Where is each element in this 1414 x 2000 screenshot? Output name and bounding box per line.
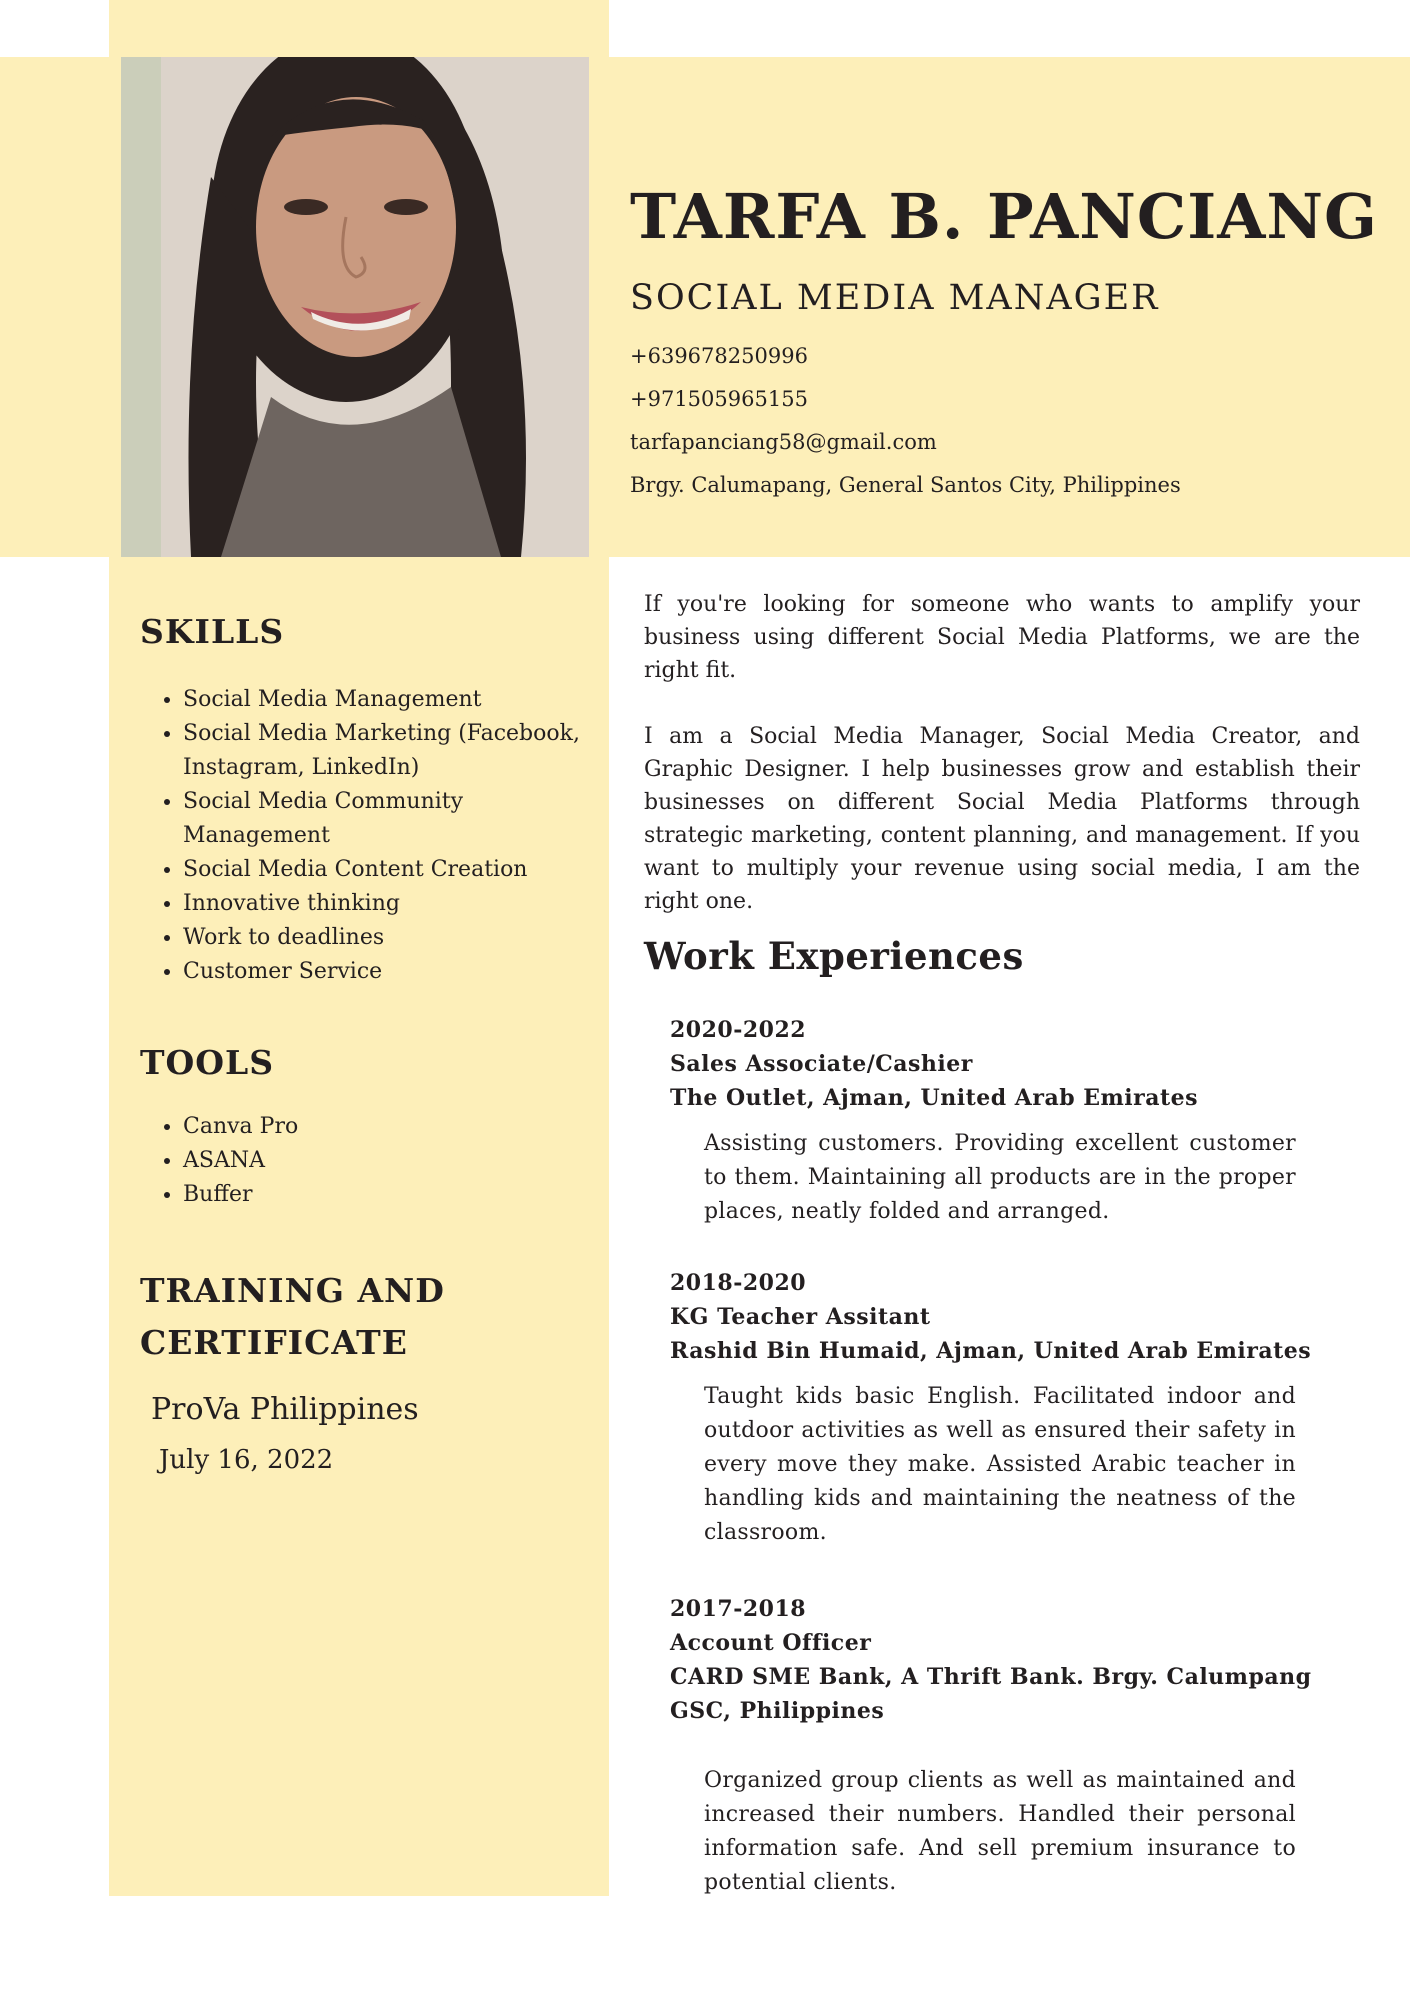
portrait-illustration [121, 57, 589, 557]
training-date: July 16, 2022 [159, 1445, 334, 1475]
list-item: • Canva Pro [183, 1110, 613, 1144]
job-position: Account Officer [670, 1630, 872, 1656]
phone-primary: +639678250996 [630, 344, 808, 368]
list-item: • Buffer [183, 1178, 613, 1212]
profile-photo [121, 57, 589, 557]
summary-paragraph: I am a Social Media Manager, Social Media Creator, and Graphic Designer. I help businesses grow and establish their businesses on different Social Media Platforms through strategic marketing, content planning, and management. If you want to multiply your revenue using social media, I am the right one. [644, 724, 1360, 914]
profile-summary [644, 588, 1360, 951]
work-heading: Work Experiences [644, 934, 1024, 978]
skills-heading: SKILLS [140, 612, 285, 651]
contact-info [630, 335, 1181, 507]
home-address: Brgy. Calumapang, General Santos City, Philippines [630, 473, 1181, 497]
phone-secondary: +971505965155 [630, 387, 808, 411]
job-company: CARD SME Bank, A Thrift Bank. Brgy. Calumpang GSC, Philippines [670, 1664, 1312, 1724]
job-years: 2020-2022 [670, 1017, 807, 1043]
job-company: The Outlet, Ajman, United Arab Emirates [670, 1085, 1199, 1111]
training-name: ProVa Philippines [151, 1392, 419, 1427]
job-description: Assisting customers. Providing excellent customer to them. Maintaining all products are in the proper places, neatly folded and arranged. [704, 1131, 1296, 1224]
job-years: 2018-2020 [670, 1270, 807, 1296]
job-years: 2017-2018 [670, 1596, 807, 1622]
job-position: Sales Associate/Cashier [670, 1051, 973, 1077]
list-item: • ASANA [183, 1144, 613, 1178]
list-item: • Innovative thinking [183, 887, 613, 921]
job-entry [670, 1266, 1340, 1550]
tools-heading: TOOLS [140, 1043, 275, 1082]
job-description: Taught kids basic English. Facilitated indoor and outdoor activities as well as ensured their safety in every move they make. Assisted Arabic teacher in handling kids and maintaining the neatness of the classroom. [704, 1384, 1296, 1545]
job-entry [670, 1013, 1340, 1229]
skills-list [140, 683, 613, 989]
candidate-name: TARFA B. PANCIANG [630, 180, 1378, 253]
job-description: Organized group clients as well as maintained and increased their numbers. Handled their personal information safe. And sell premium insurance to potential clients. [704, 1768, 1296, 1895]
training-heading: TRAINING AND CERTIFICATE [140, 1271, 445, 1362]
list-item: • Social Media Management [183, 683, 613, 717]
job-company: Rashid Bin Humaid, Ajman, United Arab Emirates [670, 1338, 1312, 1364]
job-entry [670, 1592, 1340, 1900]
list-item: • Social Media Community Management [183, 785, 613, 853]
job-position: KG Teacher Assitant [670, 1304, 931, 1330]
job-title: SOCIAL MEDIA MANAGER [630, 278, 1160, 318]
summary-paragraph: If you're looking for someone who wants to amplify your business using different Social Media Platforms, we are the right fit. [644, 592, 1360, 683]
email-address: tarfapanciang58@gmail.com [630, 430, 937, 454]
list-item: • Social Media Content Creation [183, 853, 613, 887]
list-item: • Work to deadlines [183, 921, 613, 955]
list-item: • Social Media Marketing (Facebook, Instagram, LinkedIn) [183, 717, 613, 785]
tools-list [140, 1110, 613, 1212]
list-item: • Customer Service [183, 955, 613, 989]
